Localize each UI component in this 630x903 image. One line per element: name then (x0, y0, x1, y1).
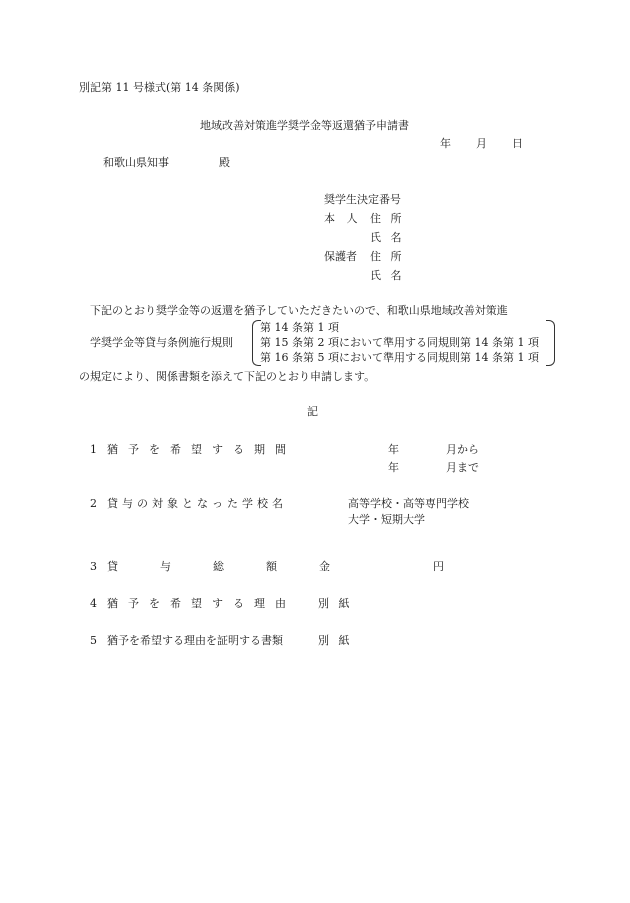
document-title: 地域改善対策進学奨学金等返還猶予申請書 (200, 119, 409, 132)
item-3-label: 貸与総額金 (107, 560, 372, 573)
addressee-honorific: 殿 (219, 156, 230, 169)
item-2-label: 貸与の対象となった学校名 (107, 497, 287, 510)
date-month: 月 (476, 137, 487, 150)
guardian-label: 保護者 (324, 250, 357, 263)
item-5-label: 猶予を希望する理由を証明する書類 (107, 634, 283, 647)
guardian-name-label: 氏 名 (370, 269, 402, 282)
body-line-1: 下記のとおり奨学金等の返還を猶予していただきたいので、和歌山県地域改善対策進 (90, 304, 508, 317)
rule-option-3: 第 16 条第 5 項において準用する同規則第 14 条第 1 項 (260, 351, 539, 364)
ki-heading: 記 (307, 405, 318, 418)
rule-option-2: 第 15 条第 2 項において準用する同規則第 14 条第 1 項 (260, 336, 539, 349)
item-4-number: 4 (90, 597, 97, 610)
guardian-address-label: 住 所 (370, 250, 402, 263)
item-1-label: 猶予を希望する期間 (107, 443, 296, 456)
item-4-label: 猶予を希望する理由 (107, 597, 296, 610)
rule-option-1: 第 14 条第 1 項 (260, 321, 339, 334)
self-label: 本 人 (324, 212, 358, 225)
form-label: 別記第 11 号様式(第 14 条関係) (79, 81, 240, 94)
item-2-option-university: 大学・短期大学 (348, 513, 425, 526)
date-day: 日 (512, 137, 523, 150)
date-year: 年 (440, 137, 451, 150)
brace-right (546, 320, 555, 366)
item-3-number: 3 (90, 560, 97, 573)
item-5-value: 別 紙 (318, 634, 350, 647)
item-1-from-month: 月から (446, 443, 479, 456)
scholarship-decision-number-label: 奨学生決定番号 (324, 193, 401, 206)
item-4-value: 別 紙 (318, 597, 350, 610)
item-1-number: 1 (90, 443, 97, 456)
item-1-to-month: 月まで (446, 461, 479, 474)
item-1-from-year: 年 (388, 443, 399, 456)
item-2-option-high-school: 高等学校・高等専門学校 (348, 497, 469, 510)
item-1-to-year: 年 (388, 461, 399, 474)
self-name-label: 氏 名 (370, 231, 402, 244)
self-address-label: 住 所 (370, 212, 402, 225)
body-line-3: の規定により、関係書類を添えて下記のとおり申請します。 (79, 370, 376, 383)
addressee-name: 和歌山県知事 (103, 156, 169, 169)
item-5-number: 5 (90, 634, 97, 647)
item-2-number: 2 (90, 497, 97, 510)
rules-prefix: 学奨学金等貸与条例施行規則 (90, 336, 233, 349)
item-3-yen: 円 (433, 560, 444, 573)
